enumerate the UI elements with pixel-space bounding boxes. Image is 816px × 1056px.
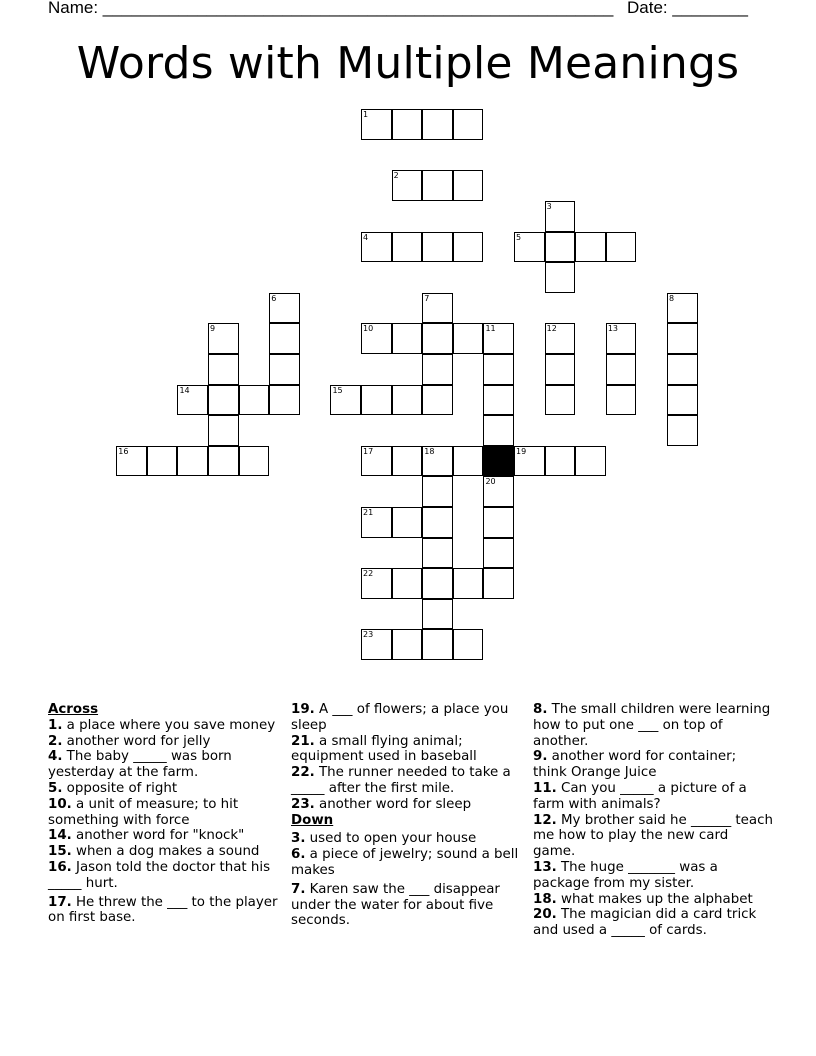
clues-column-3 [533,702,773,939]
grid-cell[interactable] [208,415,239,446]
grid-cell[interactable] [392,568,423,599]
clue-across-21: 21. a small flying animal; equipment used in baseball [291,733,477,765]
clue-down-3: 3. used to open your house [291,831,477,847]
grid-cell[interactable] [453,629,484,660]
clue-number: 14 [179,385,190,395]
grid-cell[interactable] [483,476,514,507]
clue-down-6: 6. a piece of jewelry; sound a bell makes [291,847,519,878]
grid-cell[interactable] [667,323,698,354]
clue-across-17: 17. He threw the ___ to the player on first base. [48,894,278,926]
grid-cell[interactable] [545,354,576,385]
date-field-label: Date: ________ [627,0,748,17]
grid-cell[interactable] [392,109,423,140]
clue-number: 21 [363,508,374,518]
name-field-label: Name: ______________________________________________________ [48,0,614,17]
grid-cell[interactable] [422,599,453,630]
grid-cell[interactable] [177,385,208,416]
grid-cell[interactable] [545,323,576,354]
clue-number: 20 [485,477,496,487]
grid-cell[interactable] [177,446,208,477]
clue-down-9: 9. another word for container; think Orange Juice [533,749,737,781]
grid-cell[interactable] [208,385,239,416]
clue-across-10: 10. a unit of measure; to hit something with force [48,796,239,828]
clue-down-13: 13. The huge _______ was a package from my sister. [533,859,718,891]
grid-cell[interactable] [545,385,576,416]
grid-cell[interactable] [239,446,270,477]
clue-number: 15 [332,385,343,395]
clue-down-12: 12. My brother said he ______ teach me how to play the new card game. [533,812,773,860]
grid-cell[interactable] [422,323,453,354]
grid-cell[interactable] [392,232,423,263]
clue-across-1: 1. a place where you save money [48,717,276,733]
clue-across-4: 4. The baby _____ was born yesterday at the farm. [48,749,232,781]
grid-cell[interactable] [453,323,484,354]
clues-column-2 [291,702,523,929]
grid-cell[interactable] [545,201,576,232]
clue-number: 11 [485,324,496,334]
grid-cell[interactable] [422,354,453,385]
grid-cell[interactable] [453,109,484,140]
across-heading: Across [48,702,99,717]
clue-across-23: 23. another word for sleep [291,796,472,812]
grid-cell[interactable] [422,568,453,599]
grid-cell[interactable] [361,507,392,538]
clue-across-14: 14. another word for "knock" [48,828,245,844]
grid-cell[interactable] [483,507,514,538]
grid-cell[interactable] [361,385,392,416]
clue-number: 5 [516,232,522,242]
grid-cell[interactable] [422,293,453,324]
grid-cell[interactable] [483,568,514,599]
clue-down-7: 7. Karen saw the ___ disappear under the water for about five seconds. [291,881,500,929]
grid-cell[interactable] [606,232,637,263]
grid-cell[interactable] [422,385,453,416]
grid-cell[interactable] [208,354,239,385]
black-cell [483,446,514,477]
grid-cell[interactable] [606,354,637,385]
clue-down-20: 20. The magician did a card trick and used a _____ of cards. [533,907,757,939]
grid-cell[interactable] [269,323,300,354]
grid-cell[interactable] [453,568,484,599]
grid-cell[interactable] [361,629,392,660]
grid-cell[interactable] [392,385,423,416]
grid-cell[interactable] [422,507,453,538]
clue-number: 22 [363,569,374,579]
grid-cell[interactable] [330,385,361,416]
grid-cell[interactable] [147,446,178,477]
clue-down-8: 8. The small children were learning how to put one ___ on top of another. [533,702,771,749]
grid-cell[interactable] [514,232,545,263]
grid-cell[interactable] [422,629,453,660]
grid-cell[interactable] [269,293,300,324]
grid-cell[interactable] [606,323,637,354]
grid-cell[interactable] [208,446,239,477]
clue-number: 1 [363,110,369,120]
grid-cell[interactable] [575,446,606,477]
clue-number: 2 [393,171,399,181]
grid-cell[interactable] [422,232,453,263]
clue-number: 8 [669,293,675,303]
grid-cell[interactable] [514,446,545,477]
clue-across-5: 5. opposite of right [48,780,178,796]
clue-number: 7 [424,293,430,303]
clue-number: 17 [363,446,374,456]
grid-cell[interactable] [545,262,576,293]
page-title: Words with Multiple Meanings [76,38,740,89]
grid-cell[interactable] [422,538,453,569]
grid-cell[interactable] [361,446,392,477]
grid-cell[interactable] [422,109,453,140]
grid-cell[interactable] [667,415,698,446]
clue-across-16: 16. Jason told the doctor that his _____ hurt. [48,859,271,891]
clue-number: 23 [363,630,374,640]
grid-cell[interactable] [392,629,423,660]
grid-cell[interactable] [483,415,514,446]
clue-number: 16 [118,446,129,456]
grid-cell[interactable] [453,446,484,477]
grid-cell[interactable] [269,354,300,385]
grid-cell[interactable] [392,446,423,477]
grid-cell[interactable] [422,446,453,477]
grid-cell[interactable] [483,385,514,416]
clues-column-1 [48,702,280,926]
clue-number: 13 [607,324,619,334]
grid-cell[interactable] [483,538,514,569]
grid-cell[interactable] [361,323,392,354]
clue-number: 3 [546,202,552,212]
grid-cell[interactable] [208,323,239,354]
clue-down-11: 11. Can you _____ a picture of a farm with animals? [533,780,747,812]
grid-cell[interactable] [239,385,270,416]
clue-number: 18 [424,446,435,456]
grid-cell[interactable] [361,109,392,140]
grid-cell[interactable] [453,232,484,263]
grid-cell[interactable] [361,568,392,599]
clue-across-22: 22. The runner needed to take a _____ after the first mile. [291,765,511,796]
clue-across-2: 2. another word for jelly [48,733,211,749]
clue-across-15: 15. when a dog makes a sound [48,844,260,860]
grid-cell[interactable] [392,170,423,201]
grid-cell[interactable] [667,293,698,324]
grid-cell[interactable] [392,507,423,538]
clue-across-19: 19. A ___ of flowers; a place you sleep [291,702,509,733]
grid-cell[interactable] [422,476,453,507]
grid-cell[interactable] [392,323,423,354]
down-heading: Down [291,812,334,828]
grid-cell[interactable] [483,323,514,354]
grid-cell[interactable] [545,446,576,477]
clue-number: 10 [363,324,374,334]
grid-cell[interactable] [606,385,637,416]
grid-cell[interactable] [453,170,484,201]
grid-cell[interactable] [483,354,514,385]
clue-down-18: 18. what makes up the alphabet [533,891,753,907]
grid-cell[interactable] [269,385,300,416]
clue-number: 12 [546,324,557,334]
grid-cell[interactable] [422,170,453,201]
grid-cell[interactable] [116,446,147,477]
grid-cell[interactable] [361,232,392,263]
grid-cell[interactable] [545,232,576,263]
grid-cell[interactable] [575,232,606,263]
grid-cell[interactable] [667,354,698,385]
clue-number: 9 [210,324,216,334]
clue-number: 6 [271,293,277,303]
grid-cell[interactable] [667,385,698,416]
clue-number: 19 [516,446,527,456]
clue-number: 4 [363,232,369,242]
